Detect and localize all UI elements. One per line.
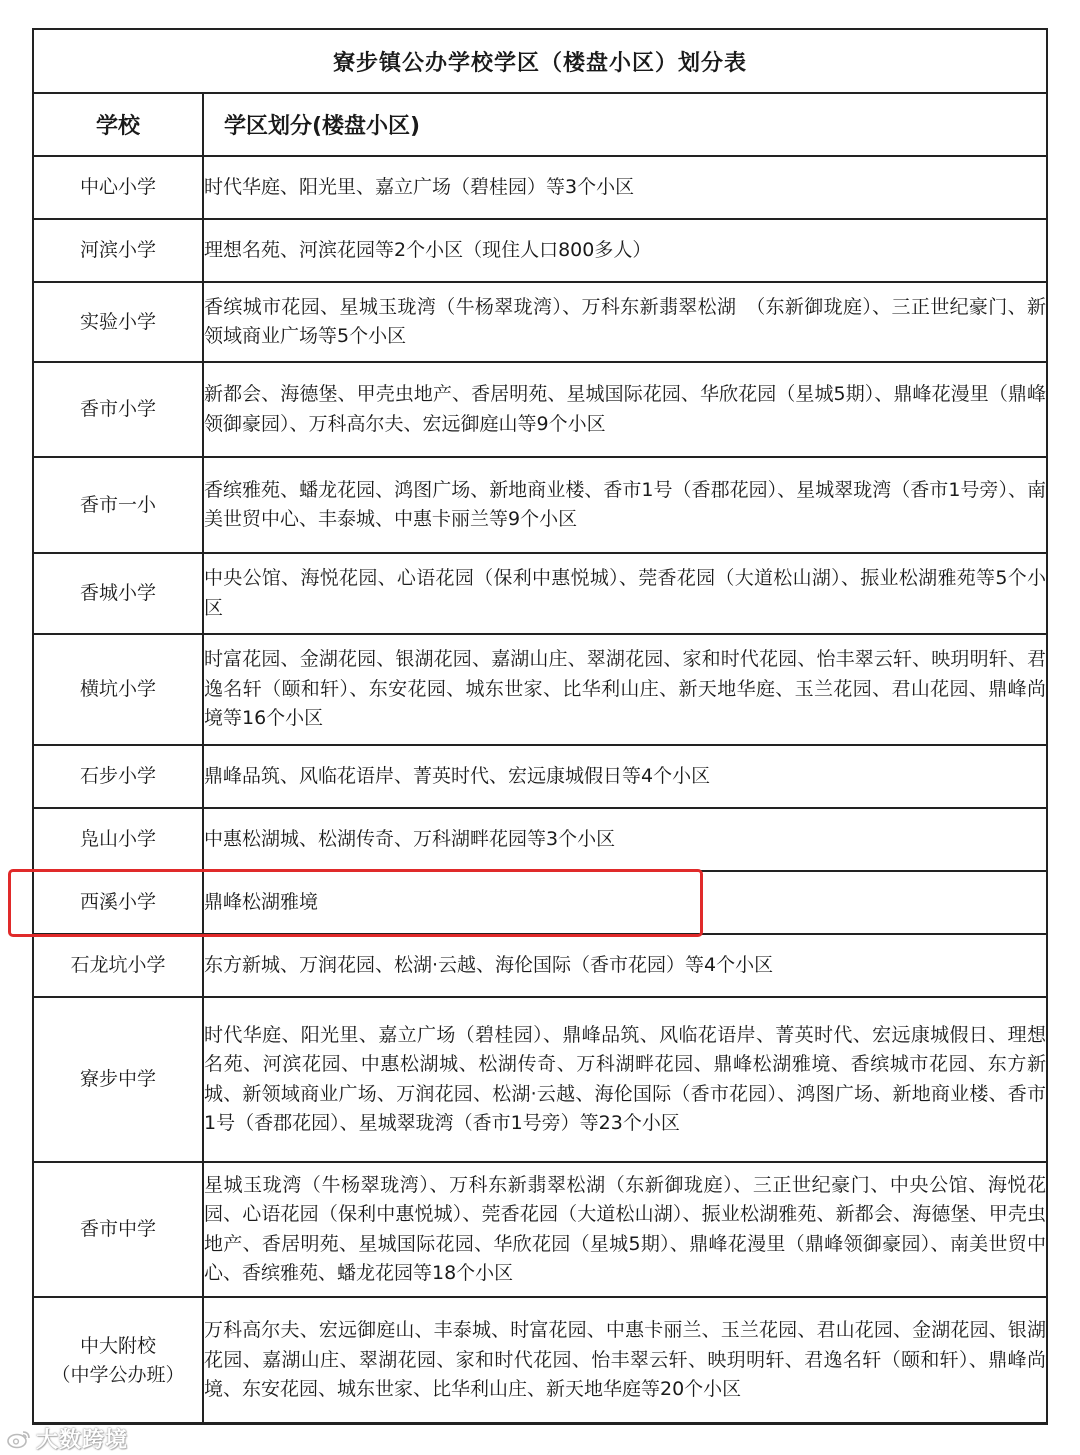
table-row	[33, 934, 1047, 997]
watermark-text: 大数跨境	[36, 1428, 129, 1453]
district-communities: 中央公馆、海悦花园、心语花园（保利中惠悦城）、莞香花园（大道松山湖）、振业松湖雅苑等5个小区	[203, 553, 1047, 634]
district-table-frame	[32, 28, 1048, 1424]
district-communities: 时富花园、金湖花园、银湖花园、嘉湖山庄、翠湖花园、家和时代花园、怡丰翠云轩、映玥明轩、君逸名轩（颐和轩）、东安花园、城东世家、比华利山庄、新天地华庭、玉兰花园、君山花园、鼎峰尚境等16个小区	[203, 634, 1047, 745]
table-row	[33, 1297, 1047, 1424]
district-communities: 鼎峰松湖雅境	[203, 871, 1047, 934]
school-name: 寮步中学	[33, 997, 203, 1162]
school-name: 实验小学	[33, 282, 203, 362]
table-row	[33, 156, 1047, 219]
district-communities: 时代华庭、阳光里、嘉立广场（碧桂园）、鼎峰品筑、风临花语岸、菁英时代、宏远康城假日、理想名苑、河滨花园、中惠松湖城、松湖传奇、万科湖畔花园、鼎峰松湖雅境、香缤城市花园、东方新城、新领域商业广场、万润花园、松湖·云越、海伦国际（香市花园）、鸿图广场、新地商业楼、香市1号（香郡花园）、星城翠珑湾（香市1号旁）等23个小区	[203, 997, 1047, 1162]
table-row	[33, 1162, 1047, 1297]
table-title: 寮步镇公办学校学区（楼盘小区）划分表	[33, 29, 1047, 93]
table-row	[33, 457, 1047, 553]
school-name: 河滨小学	[33, 219, 203, 282]
table-row-highlighted	[33, 871, 1047, 934]
weibo-logo-icon	[6, 1429, 32, 1449]
school-name: 香城小学	[33, 553, 203, 634]
table-row	[33, 219, 1047, 282]
school-name-multiline	[33, 1297, 203, 1424]
school-name: 香市小学	[33, 362, 203, 457]
district-communities: 香缤雅苑、蟠龙花园、鸿图广场、新地商业楼、香市1号（香郡花园）、星城翠珑湾（香市1号旁）、南美世贸中心、丰泰城、中惠卡丽兰等9个小区	[203, 457, 1047, 553]
district-communities: 时代华庭、阳光里、嘉立广场（碧桂园）等3个小区	[203, 156, 1047, 219]
table-row	[33, 745, 1047, 808]
school-name: 香市中学	[33, 1162, 203, 1297]
district-communities: 星城玉珑湾（牛杨翠珑湾）、万科东新翡翠松湖（东新御珑庭）、三正世纪豪门、中央公馆、海悦花园、心语花园（保利中惠悦城）、莞香花园（大道松山湖）、振业松湖雅苑、新都会、海德堡、甲壳虫地产、香居明苑、星城国际花园、华欣花园（星城5期）、鼎峰花漫里（鼎峰领御豪园）、南美世贸中心、香缤雅苑、蟠龙花园等18个小区	[203, 1162, 1047, 1297]
district-communities: 新都会、海德堡、甲壳虫地产、香居明苑、星城国际花园、华欣花园（星城5期）、鼎峰花漫里（鼎峰领御豪园）、万科高尔夫、宏远御庭山等9个小区	[203, 362, 1047, 457]
district-communities: 香缤城市花园、星城玉珑湾（牛杨翠珑湾）、万科东新翡翠松湖 （东新御珑庭）、三正世纪豪门、新领域商业广场等5个小区	[203, 282, 1047, 362]
header-school: 学校	[33, 93, 203, 156]
title-row	[33, 29, 1047, 93]
table-row	[33, 282, 1047, 362]
school-name: 石步小学	[33, 745, 203, 808]
table-row	[33, 634, 1047, 745]
district-communities: 理想名苑、河滨花园等2个小区（现住人口800多人）	[203, 219, 1047, 282]
district-communities: 万科高尔夫、宏远御庭山、丰泰城、时富花园、中惠卡丽兰、玉兰花园、君山花园、金湖花园、银湖花园、嘉湖山庄、翠湖花园、家和时代花园、怡丰翠云轩、映玥明轩、君逸名轩（颐和轩）、鼎峰尚境、东安花园、城东世家、比华利山庄、新天地华庭等20个小区	[203, 1297, 1047, 1424]
table-row	[33, 997, 1047, 1162]
district-communities: 东方新城、万润花园、松湖·云越、海伦国际（香市花园）等4个小区	[203, 934, 1047, 997]
header-area: 学区划分(楼盘小区)	[203, 93, 1047, 156]
school-name: 横坑小学	[33, 634, 203, 745]
school-name-sub: （中学公办班）	[51, 1363, 185, 1386]
school-name: 香市一小	[33, 457, 203, 553]
district-communities: 中惠松湖城、松湖传奇、万科湖畔花园等3个小区	[203, 808, 1047, 871]
table-row	[33, 808, 1047, 871]
header-row	[33, 93, 1047, 156]
district-communities: 鼎峰品筑、风临花语岸、菁英时代、宏远康城假日等4个小区	[203, 745, 1047, 808]
school-district-table	[32, 28, 1048, 1425]
school-name: 西溪小学	[33, 871, 203, 934]
school-name: 凫山小学	[33, 808, 203, 871]
school-name: 中大附校	[79, 1334, 156, 1357]
school-name: 中心小学	[33, 156, 203, 219]
table-row	[33, 362, 1047, 457]
school-name: 石龙坑小学	[33, 934, 203, 997]
table-row	[33, 553, 1047, 634]
watermark	[6, 1423, 128, 1454]
